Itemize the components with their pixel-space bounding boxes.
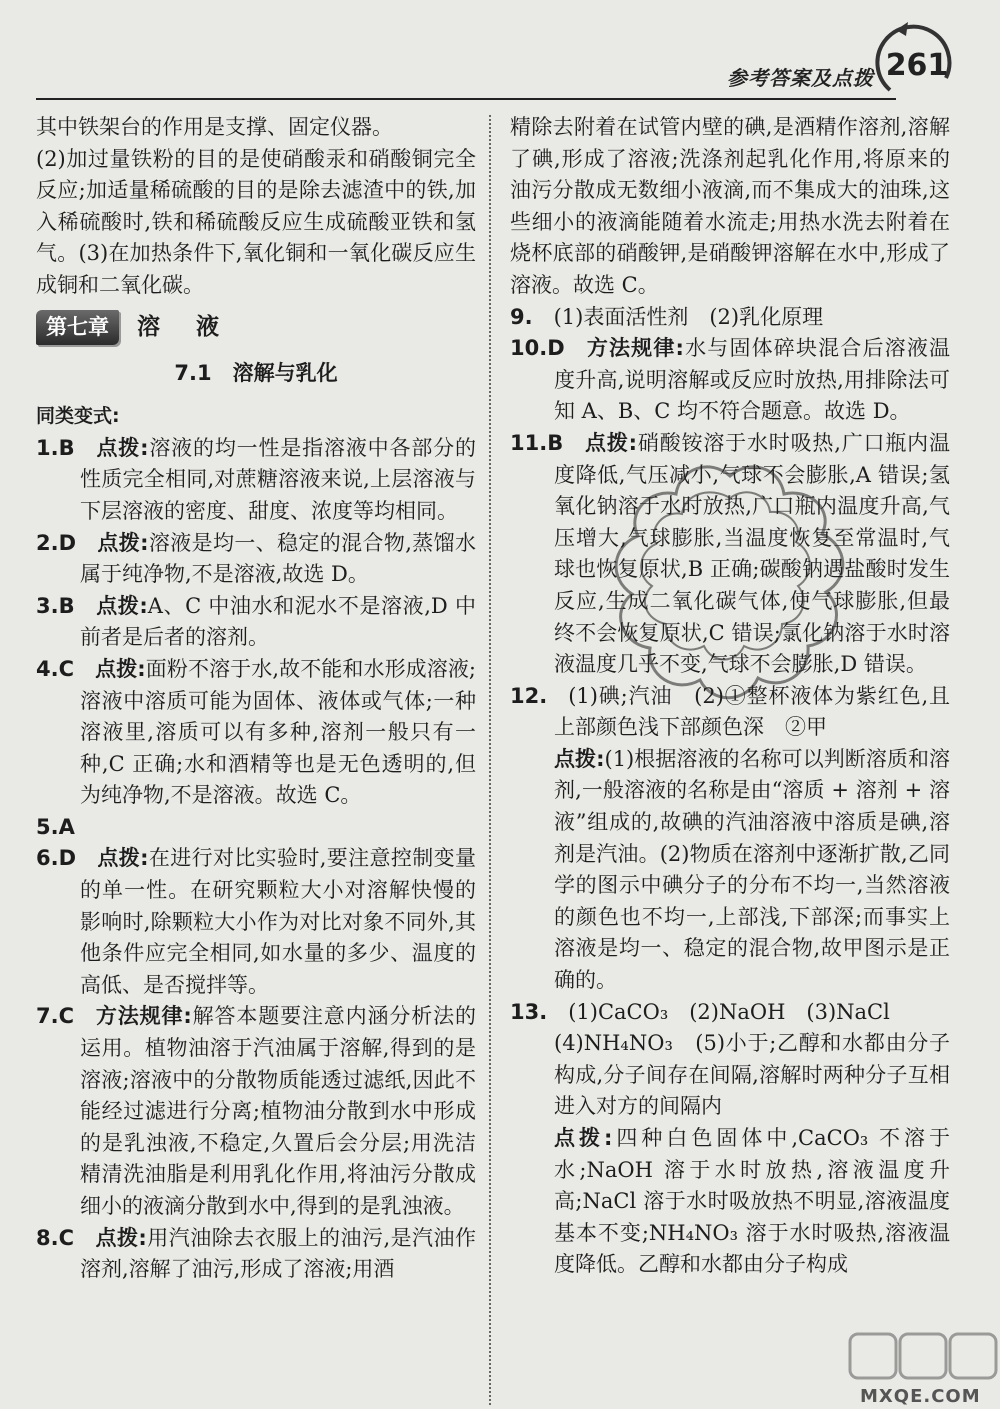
answer-text: 解答本题要注意内涵分析法的运用。植物油溶于汽油属于溶解,得到的是溶液;溶液中的分散物质能透过滤纸,因此不能经过滤进行分离;植物油分散到水中形成的是乳浊液,不稳定,久置后会分层;用洗洁精清洗油脂是利用乳化作用,将油污分散成细小的液滴分散到水中,得到的是乳浊液。 [80, 1004, 476, 1218]
answer-text: (1)碘;汽油 (2)①整杯液体为紫红色,且上部颜色浅下部颜色深 ②甲 [554, 683, 950, 740]
answer-key: 点拨: [95, 435, 149, 460]
answer-note [510, 1123, 950, 1281]
chapter-badge: 第七章 [36, 310, 119, 346]
answer-text: 溶液是均一、稳定的混合物,蒸馏水属于纯净物,不是溶液,故选 D。 [80, 530, 476, 587]
answer-number: 4.C [36, 656, 75, 681]
answer-item [36, 1001, 476, 1222]
answer-item [510, 333, 950, 428]
answer-key: 方法规律: [585, 336, 684, 361]
answer-text: 溶液的均一性是指溶液中各部分的性质完全相同,对蔗糖溶液来说,上层溶液与下层溶液的密度、甜度、浓度等均相同。 [80, 435, 477, 523]
watermark-text: MXQE.COM [860, 1386, 981, 1407]
answer-number: 10.D [510, 336, 565, 361]
answer-item [36, 1223, 476, 1286]
answer-text: 硝酸铵溶于水时吸热,广口瓶内温度降低,气压减小,气球不会膨胀,A 错误;氢氧化钠溶于水时放热,广口瓶内温度升高,气压增大,气球膨胀,当温度恢复至常温时,气球也恢复原状,B 正确;碳酸钠遇盐酸时发生反应,生成二氧化碳气体,使气球膨胀,但最终不会恢复原状,C 错误;氯化钠溶于水时溶液温度几乎不变,气球不会膨胀,D 错误。 [554, 430, 950, 677]
left-column [36, 112, 476, 1286]
answer-key: 点拨: [584, 430, 638, 455]
answer-item [510, 302, 950, 334]
seal-stamp-icon [600, 458, 860, 718]
paragraph: 其中铁架台的作用是支撑、固定仪器。 [36, 115, 393, 139]
header-title: 参考答案及点拨 [727, 66, 874, 90]
answer-item [36, 591, 476, 654]
answer-key: 点拨: [95, 1225, 147, 1250]
answer-text: 水与固体碎块混合后溶液温度升高,说明溶解或反应时放热,用排除法可知 A、B、C 均不符合题意。故选 D。 [554, 336, 951, 424]
note-text: (1)根据溶液的名称可以判断溶质和溶剂,一般溶液的名称是由“溶质 + 溶剂 + 溶液”组成的,故碘的汽油溶液中溶质是碘,溶剂是汽油。(2)物质在溶剂中逐渐扩散,乙同学的图示中碘分子的分布不均一,当然溶液的颜色也不均一,上部浅,下部深;而事实上溶液是均一、稳定的混合物,故甲图示是正确的。 [554, 746, 950, 993]
answer-number: 9. [510, 304, 533, 329]
header-rule [36, 98, 896, 100]
answer-item [36, 654, 476, 812]
answer-item [36, 843, 476, 1001]
paragraph: 精除去附着在试管内壁的碘,是酒精作溶剂,溶解了碘,形成了溶液;洗涤剂起乳化作用,将原来的油污分散成无数细小液滴,而不集成大的油珠,这些细小的液滴能随着水流走;用热水洗去附着在烧杯底部的硝酸钾,是硝酸钾溶解在水中,形成了溶液。故选 C。 [510, 115, 950, 297]
answer-text: 面粉不溶于水,故不能和水形成溶液;溶液中溶质可能为固体、液体或气体;一种溶液里,溶质可以有多种,溶剂一般只有一种,C 正确;水和酒精等也是无色透明的,但为纯净物,不是溶液。故选 C。 [80, 656, 477, 808]
answer-text: (1)表面活性剂 (2)乳化原理 [553, 304, 824, 329]
note-key: 点拨: [554, 1126, 613, 1150]
answer-text: 用汽油除去衣服上的油污,是汽油作溶剂,溶解了油污,形成了溶液;用酒 [80, 1225, 476, 1282]
column-divider [489, 115, 491, 1405]
answer-key: 点拨: [95, 593, 148, 618]
answer-number: 3.B [36, 593, 75, 618]
section-title: 7.1 溶解与乳化 [174, 360, 338, 385]
answer-item [36, 812, 476, 844]
answer-number: 12. [510, 683, 548, 708]
answer-item-continued: (4)NH₄NO₃ (5)小于;乙醇和水都由分子构成,分子间存在间隔,溶解时两种分子互相进入对方的间隔内 [554, 1031, 950, 1119]
answer-number: 6.D [36, 846, 77, 871]
answer-item [36, 433, 476, 528]
answer-text: 在进行对比实验时,要注意控制变量的单一性。在研究颗粒大小对溶解快慢的影响时,除颗粒大小作为对比对象不同外,其他条件应完全相同,如水量的多少、温度的高低、是否搅拌等。 [80, 846, 476, 997]
answer-key: 点拨: [95, 656, 146, 681]
answer-number: 2.D [36, 530, 77, 555]
chapter-title: 溶 液 [137, 313, 234, 340]
answer-item [36, 528, 476, 591]
answer-number: 11.B [510, 430, 564, 455]
answer-key: 点拨: [97, 530, 149, 555]
answer-text: A、C 中油水和泥水不是溶液,D 中前者是后者的溶剂。 [80, 593, 476, 650]
note-key: 点拨: [554, 746, 605, 771]
answer-text: (1)CaCO₃ (2)NaOH (3)NaCl [568, 999, 890, 1024]
answer-number: 1.B [36, 435, 75, 460]
answer-item [510, 997, 950, 1029]
paragraph: (2)加过量铁粉的目的是使硝酸汞和硝酸铜完全反应;加适量稀硫酸的目的是除去滤渣中的铁,加入稀硫酸时,铁和稀硫酸反应生成硫酸亚铁和氢气。(3)在加热条件下,氧化铜和一氧化碳反应生成铜和二氧化碳。 [36, 146, 476, 297]
answer-number: 13. [510, 999, 548, 1024]
answer-key: 点拨: [97, 846, 149, 871]
page-number-arc-icon [0, 0, 1000, 110]
answer-note [510, 744, 950, 997]
chapter-heading [36, 306, 476, 350]
subheading: 同类变式: [36, 405, 120, 428]
answer-number: 7.C [36, 1004, 75, 1029]
answer-number: 8.C [36, 1225, 75, 1250]
answer-key: 方法规律: [95, 1004, 192, 1029]
answer-list [36, 433, 476, 1286]
note-text: 四种白色固体中,CaCO₃ 不溶于水;NaOH 溶于水时放热,溶液温度升高;NaCl 溶于水时吸放热不明显,溶液温度基本不变;NH₄NO₃ 溶于水时吸热,溶液温度降低。乙醇和水都由分子构成 [554, 1126, 950, 1277]
answer-number: 5.A [36, 814, 75, 839]
page-number: 261 [885, 48, 949, 83]
